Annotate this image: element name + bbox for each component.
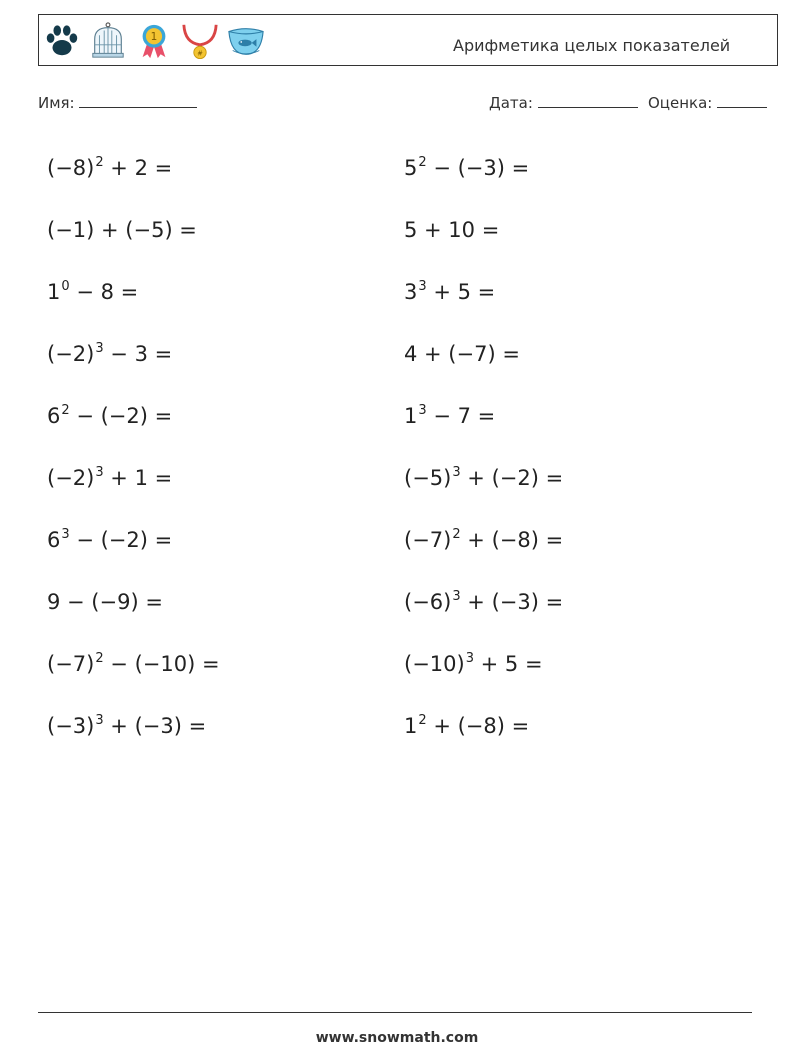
fishbowl-icon bbox=[227, 21, 265, 61]
grade-label: Оценка: bbox=[648, 94, 713, 112]
name-label: Имя: bbox=[38, 94, 75, 112]
problem: $1^0 - 8$ = bbox=[47, 279, 139, 304]
problem: $(-3)^3 + (-3)$ = bbox=[47, 713, 207, 738]
problem: $(-5)^3 + (-2)$ = bbox=[404, 465, 564, 490]
problem: $1^3 - 7$ = bbox=[404, 403, 496, 428]
problems-left-column bbox=[47, 144, 220, 764]
problem: $(-7)^2 + (-8)$ = bbox=[404, 527, 564, 552]
problem: (−1) + (−5) = bbox=[47, 218, 197, 242]
problem: $(-2)^3 + 1$ = bbox=[47, 465, 173, 490]
problem: $3^3 + 5$ = bbox=[404, 279, 496, 304]
birdcage-icon bbox=[89, 21, 127, 61]
footer-url[interactable]: www.snowmath.com bbox=[315, 1030, 479, 1046]
problem: $6^3 - (-2)$ = bbox=[47, 527, 173, 552]
problem: 4 + (−7) = bbox=[404, 342, 520, 366]
problem: $5^2 - (-3)$ = bbox=[404, 155, 530, 180]
svg-text:1: 1 bbox=[150, 31, 158, 44]
problem: 9 − (−9) = bbox=[47, 590, 163, 614]
grade-field bbox=[648, 93, 767, 112]
problem: $1^2 + (-8)$ = bbox=[404, 713, 530, 738]
problem: $6^2 - (-2)$ = bbox=[47, 403, 173, 428]
worksheet-header bbox=[38, 14, 778, 66]
problem: $(-7)^2 - (-10)$ = bbox=[47, 651, 220, 676]
svg-text:#: # bbox=[197, 49, 203, 58]
award-ribbon-icon bbox=[135, 21, 173, 61]
footer-divider bbox=[38, 1012, 752, 1013]
problem: $(-2)^3 - 3$ = bbox=[47, 341, 173, 366]
date-field bbox=[489, 93, 638, 112]
medal-icon bbox=[181, 21, 219, 61]
header-icons bbox=[43, 21, 265, 61]
name-blank[interactable] bbox=[79, 93, 197, 108]
problem: 5 + 10 = bbox=[404, 218, 500, 242]
problem: $(-10)^3 + 5$ = bbox=[404, 651, 543, 676]
problem: $(-8)^2 + 2$ = bbox=[47, 155, 173, 180]
name-field bbox=[38, 93, 197, 112]
date-blank[interactable] bbox=[538, 93, 638, 108]
paw-icon bbox=[43, 21, 81, 61]
date-label: Дата: bbox=[489, 94, 533, 112]
worksheet-title: Арифметика целых показателей bbox=[453, 36, 731, 55]
problems-right-column bbox=[404, 144, 563, 764]
problem: $(-6)^3 + (-3)$ = bbox=[404, 589, 564, 614]
grade-blank[interactable] bbox=[717, 93, 767, 108]
